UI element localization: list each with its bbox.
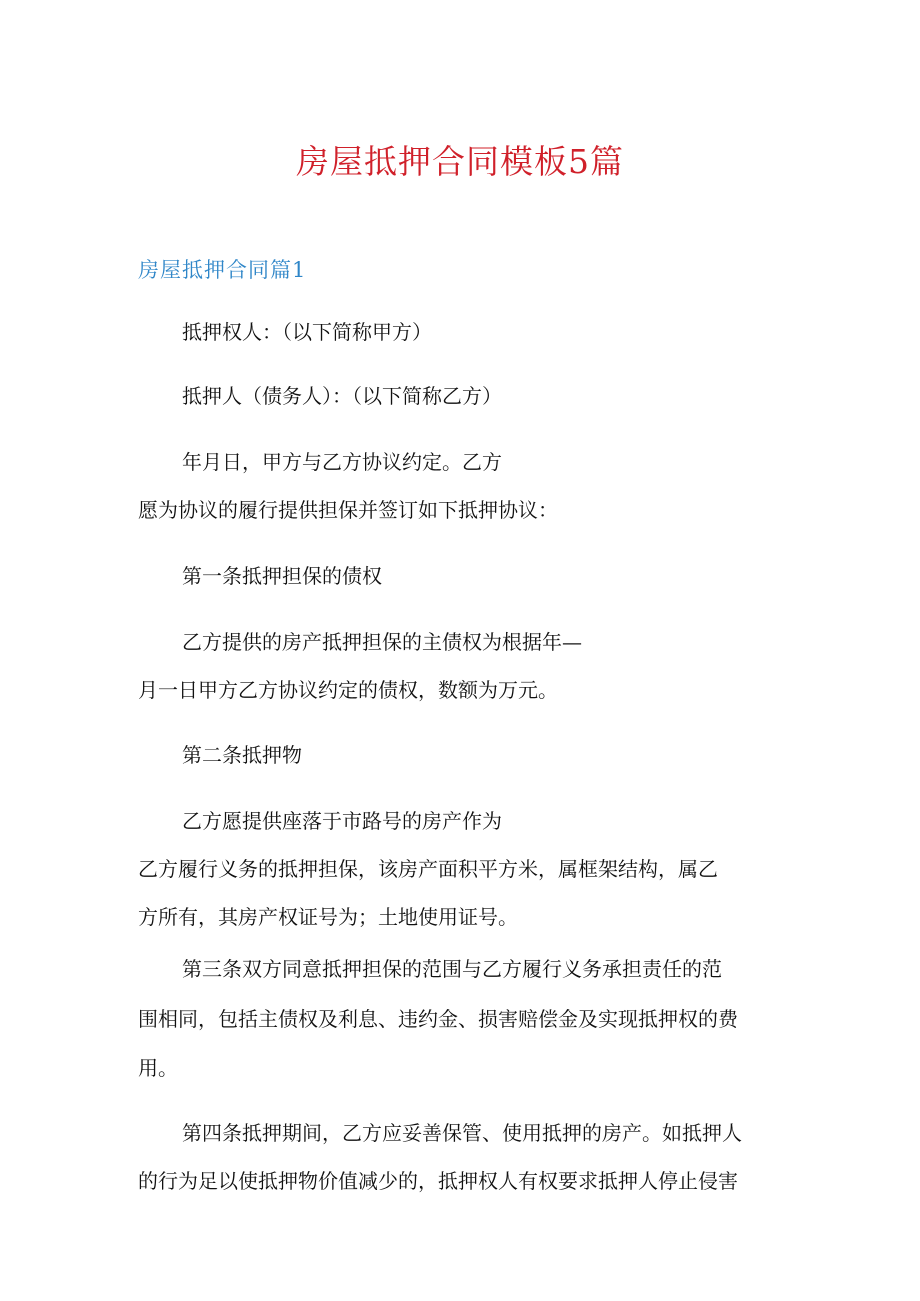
document-title: 房屋抵押合同模板5篇 xyxy=(296,142,624,181)
paragraph-line: 乙方愿提供座落于市路号的房产作为 xyxy=(182,809,502,833)
paragraph-line: 围相同，包括主债权及利息、违约金、损害赔偿金及实现抵押权的费 xyxy=(138,1007,738,1031)
paragraph-line: 用。 xyxy=(138,1056,178,1080)
paragraph-line: 乙方提供的房产抵押担保的主债权为根据年— xyxy=(182,630,582,654)
article-heading: 第一条抵押担保的债权 xyxy=(182,564,382,588)
paragraph-line: 抵押人（债务人）：（以下简称乙方） xyxy=(182,384,502,408)
section-heading: 房屋抵押合同篇1 xyxy=(138,258,307,282)
paragraph-line: 乙方履行义务的抵押担保，该房产面积平方米，属框架结构，属乙 xyxy=(138,857,718,881)
paragraph-line: 第三条双方同意抵押担保的范围与乙方履行义务承担责任的范 xyxy=(182,957,722,981)
paragraph-line: 抵押权人：（以下简称甲方） xyxy=(182,320,432,344)
paragraph-line: 月一日甲方乙方协议约定的债权，数额为万元。 xyxy=(138,678,558,702)
paragraph-line: 年月日，甲方与乙方协议约定。乙方 xyxy=(182,450,502,474)
paragraph-line: 方所有，其房产权证号为；土地使用证号。 xyxy=(138,905,518,929)
paragraph-line: 的行为足以使抵押物价值减少的，抵押权人有权要求抵押人停止侵害 xyxy=(138,1169,738,1193)
article-heading: 第二条抵押物 xyxy=(182,743,302,767)
paragraph-line: 愿为协议的履行提供担保并签订如下抵押协议： xyxy=(138,498,558,522)
paragraph-line: 第四条抵押期间，乙方应妥善保管、使用抵押的房产。如抵押人 xyxy=(182,1121,742,1145)
